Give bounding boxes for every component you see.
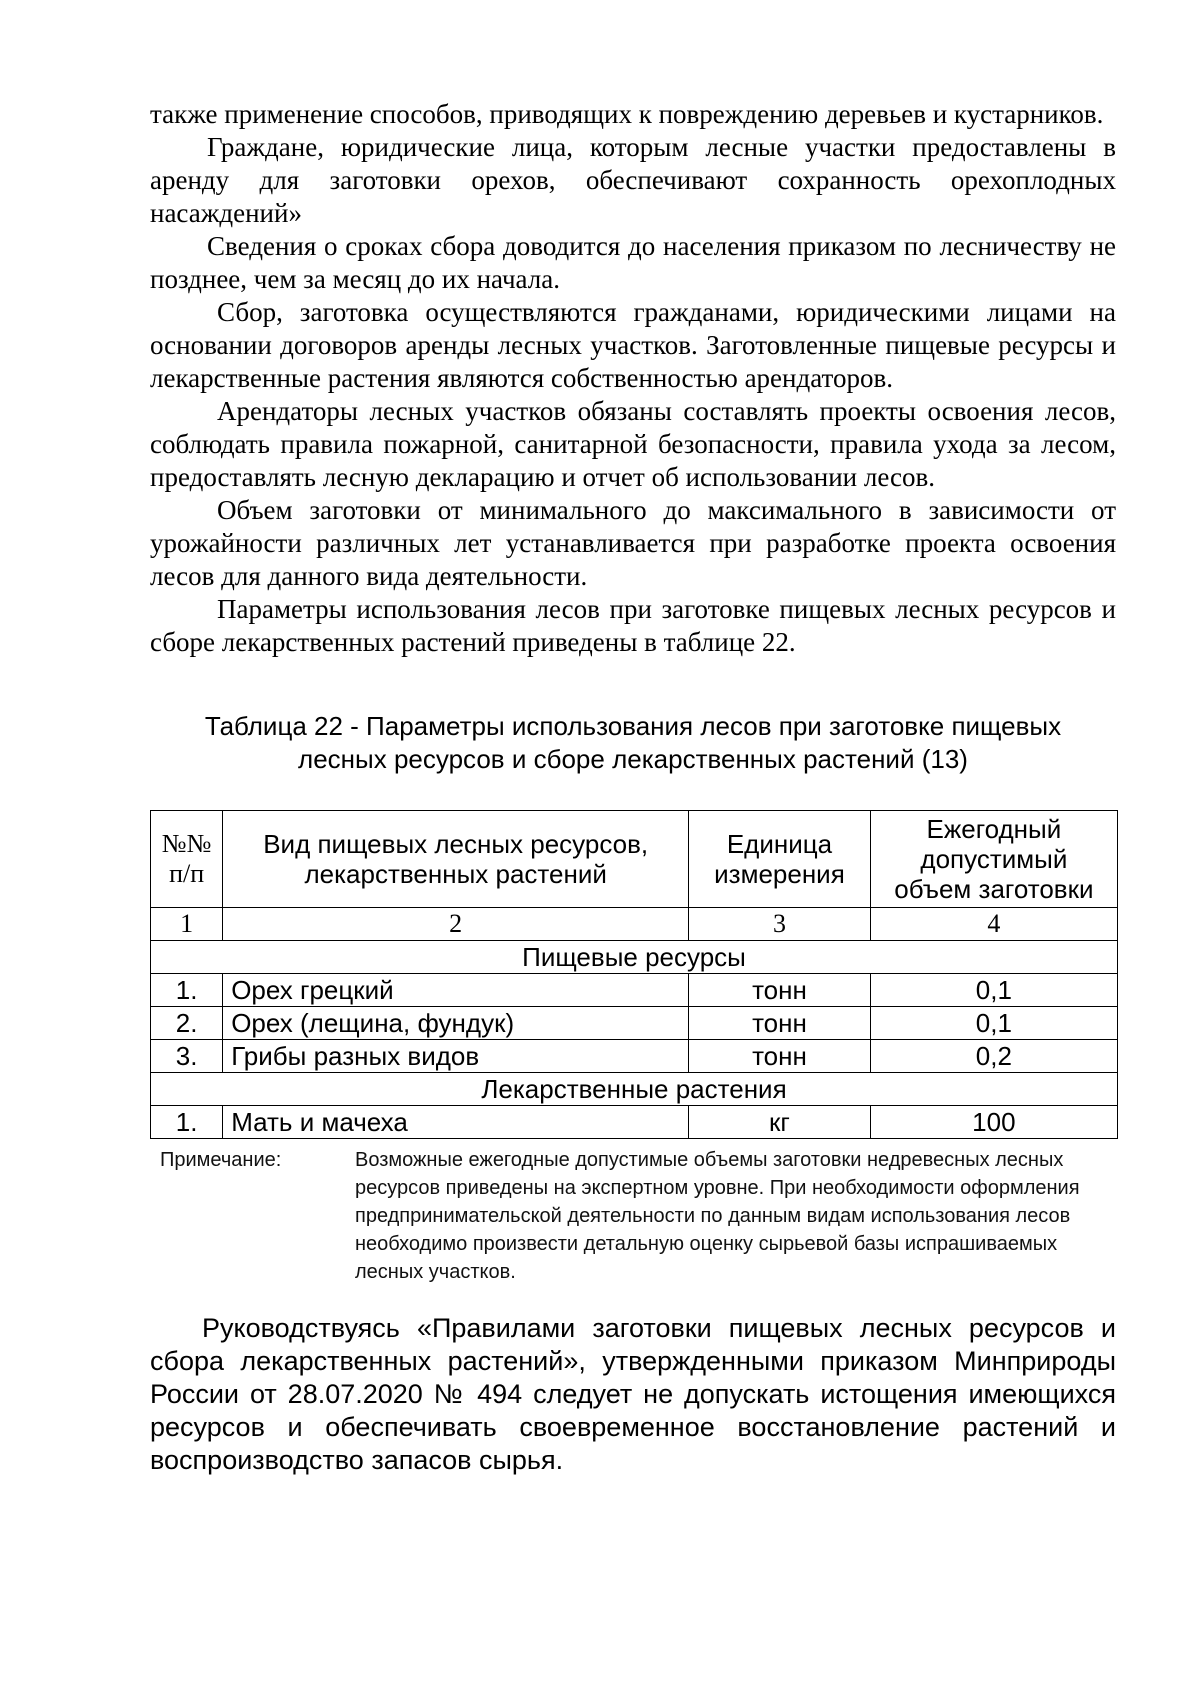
column-number: 1 [151, 908, 223, 941]
section-title-food: Пищевые ресурсы [151, 941, 1118, 974]
column-number: 3 [689, 908, 871, 941]
resource-name: Орех грецкий [223, 974, 689, 1007]
paragraph-collection-dates: Сведения о сроках сбора доводится до населения приказом по лесничеству не позднее, чем за месяц до их начала. [150, 231, 1116, 294]
paragraph-tenant-duties: Арендаторы лесных участков обязаны составлять проекты освоения лесов, соблюдать правила пожарной, санитарной безопасности, правила ухода за лесом, предоставлять лесную декларацию и отчет об использовании лесов. [150, 396, 1116, 492]
unit-value: тонн [689, 1040, 871, 1073]
paragraph-collection-basis: Сбор, заготовка осуществляются гражданами, юридическими лицами на основании договоров аренды лесных участков. Заготовленные пищевые ресурсы и лекарственные растения являются собственностью арендаторов. [150, 297, 1116, 393]
unit-value: кг [689, 1106, 871, 1139]
volume-value: 100 [870, 1106, 1117, 1139]
volume-value: 0,1 [870, 1007, 1117, 1040]
table-caption-line-2: лесных ресурсов и сборе лекарственных растений (13) [298, 744, 968, 774]
column-number: 4 [870, 908, 1117, 941]
row-number: 2. [151, 1007, 223, 1040]
resource-name: Грибы разных видов [223, 1040, 689, 1073]
column-number: 2 [223, 908, 689, 941]
volume-value: 0,1 [870, 974, 1117, 1007]
parameters-table [150, 810, 1118, 1139]
paragraph-continuation: также применение способов, приводящих к повреждению деревьев и кустарников. [150, 99, 1104, 129]
row-number: 1. [151, 974, 223, 1007]
unit-value: тонн [689, 1007, 871, 1040]
row-number: 1. [151, 1106, 223, 1139]
table-row [151, 1106, 1118, 1139]
table-row [151, 1040, 1118, 1073]
header-unit: Единица измерения [689, 811, 871, 908]
table-caption [150, 710, 1116, 776]
paragraph-harvest-volume: Объем заготовки от минимального до максимального в зависимости от урожайности различных лет устанавливается при разработке проекта освоения лесов для данного вида деятельности. [150, 495, 1116, 591]
table-row [151, 1007, 1118, 1040]
unit-value: тонн [689, 974, 871, 1007]
note-label: Примечание: [160, 1149, 282, 1171]
volume-value: 0,2 [870, 1040, 1117, 1073]
paragraph-closing: Руководствуясь «Правилами заготовки пищевых лесных ресурсов и сбора лекарственных растений», утвержденными приказом Минприроды России от 28.07.2020 № 494 следует не допускать истощения имеющихся ресурсов и обеспечивать своевременное восстановление растений и воспроизводство запасов сырья. [150, 1313, 1116, 1475]
header-number: №№ п/п [151, 811, 223, 908]
section-row-food [151, 941, 1118, 974]
note-text: Возможные ежегодные допустимые объемы заготовки недревесных лесных ресурсов приведены на экспертном уровне. При необходимости оформления предпринимательской деятельности по данным видам использования лесов необходимо произвести детальную оценку сырьевой базы испрашиваемых лесных участков. [355, 1149, 1080, 1283]
table-caption-line-1: Таблица 22 - Параметры использования лесов при заготовке пищевых [204, 711, 1062, 741]
section-title-medicinal: Лекарственные растения [151, 1073, 1118, 1106]
table-row [151, 974, 1118, 1007]
body-text [150, 98, 1116, 659]
table-header-row [151, 811, 1118, 908]
paragraph-table-reference: Параметры использования лесов при заготовке пищевых лесных ресурсов и сборе лекарственных растений приведены в таблице 22. [150, 594, 1116, 657]
section-row-medicinal [151, 1073, 1118, 1106]
row-number: 3. [151, 1040, 223, 1073]
header-resource-kind: Вид пищевых лесных ресурсов, лекарственных растений [223, 811, 689, 908]
resource-name: Орех (лещина, фундук) [223, 1007, 689, 1040]
closing-text [150, 1312, 1116, 1477]
resource-name: Мать и мачеха [223, 1106, 689, 1139]
paragraph-citizens-lease: Граждане, юридические лица, которым лесные участки предоставлены в аренду для заготовки орехов, обеспечивают сохранность орехоплодных насаждений» [150, 132, 1116, 228]
header-annual-volume: Ежегодный допустимый объем заготовки [870, 811, 1117, 908]
column-number-row [151, 908, 1118, 941]
